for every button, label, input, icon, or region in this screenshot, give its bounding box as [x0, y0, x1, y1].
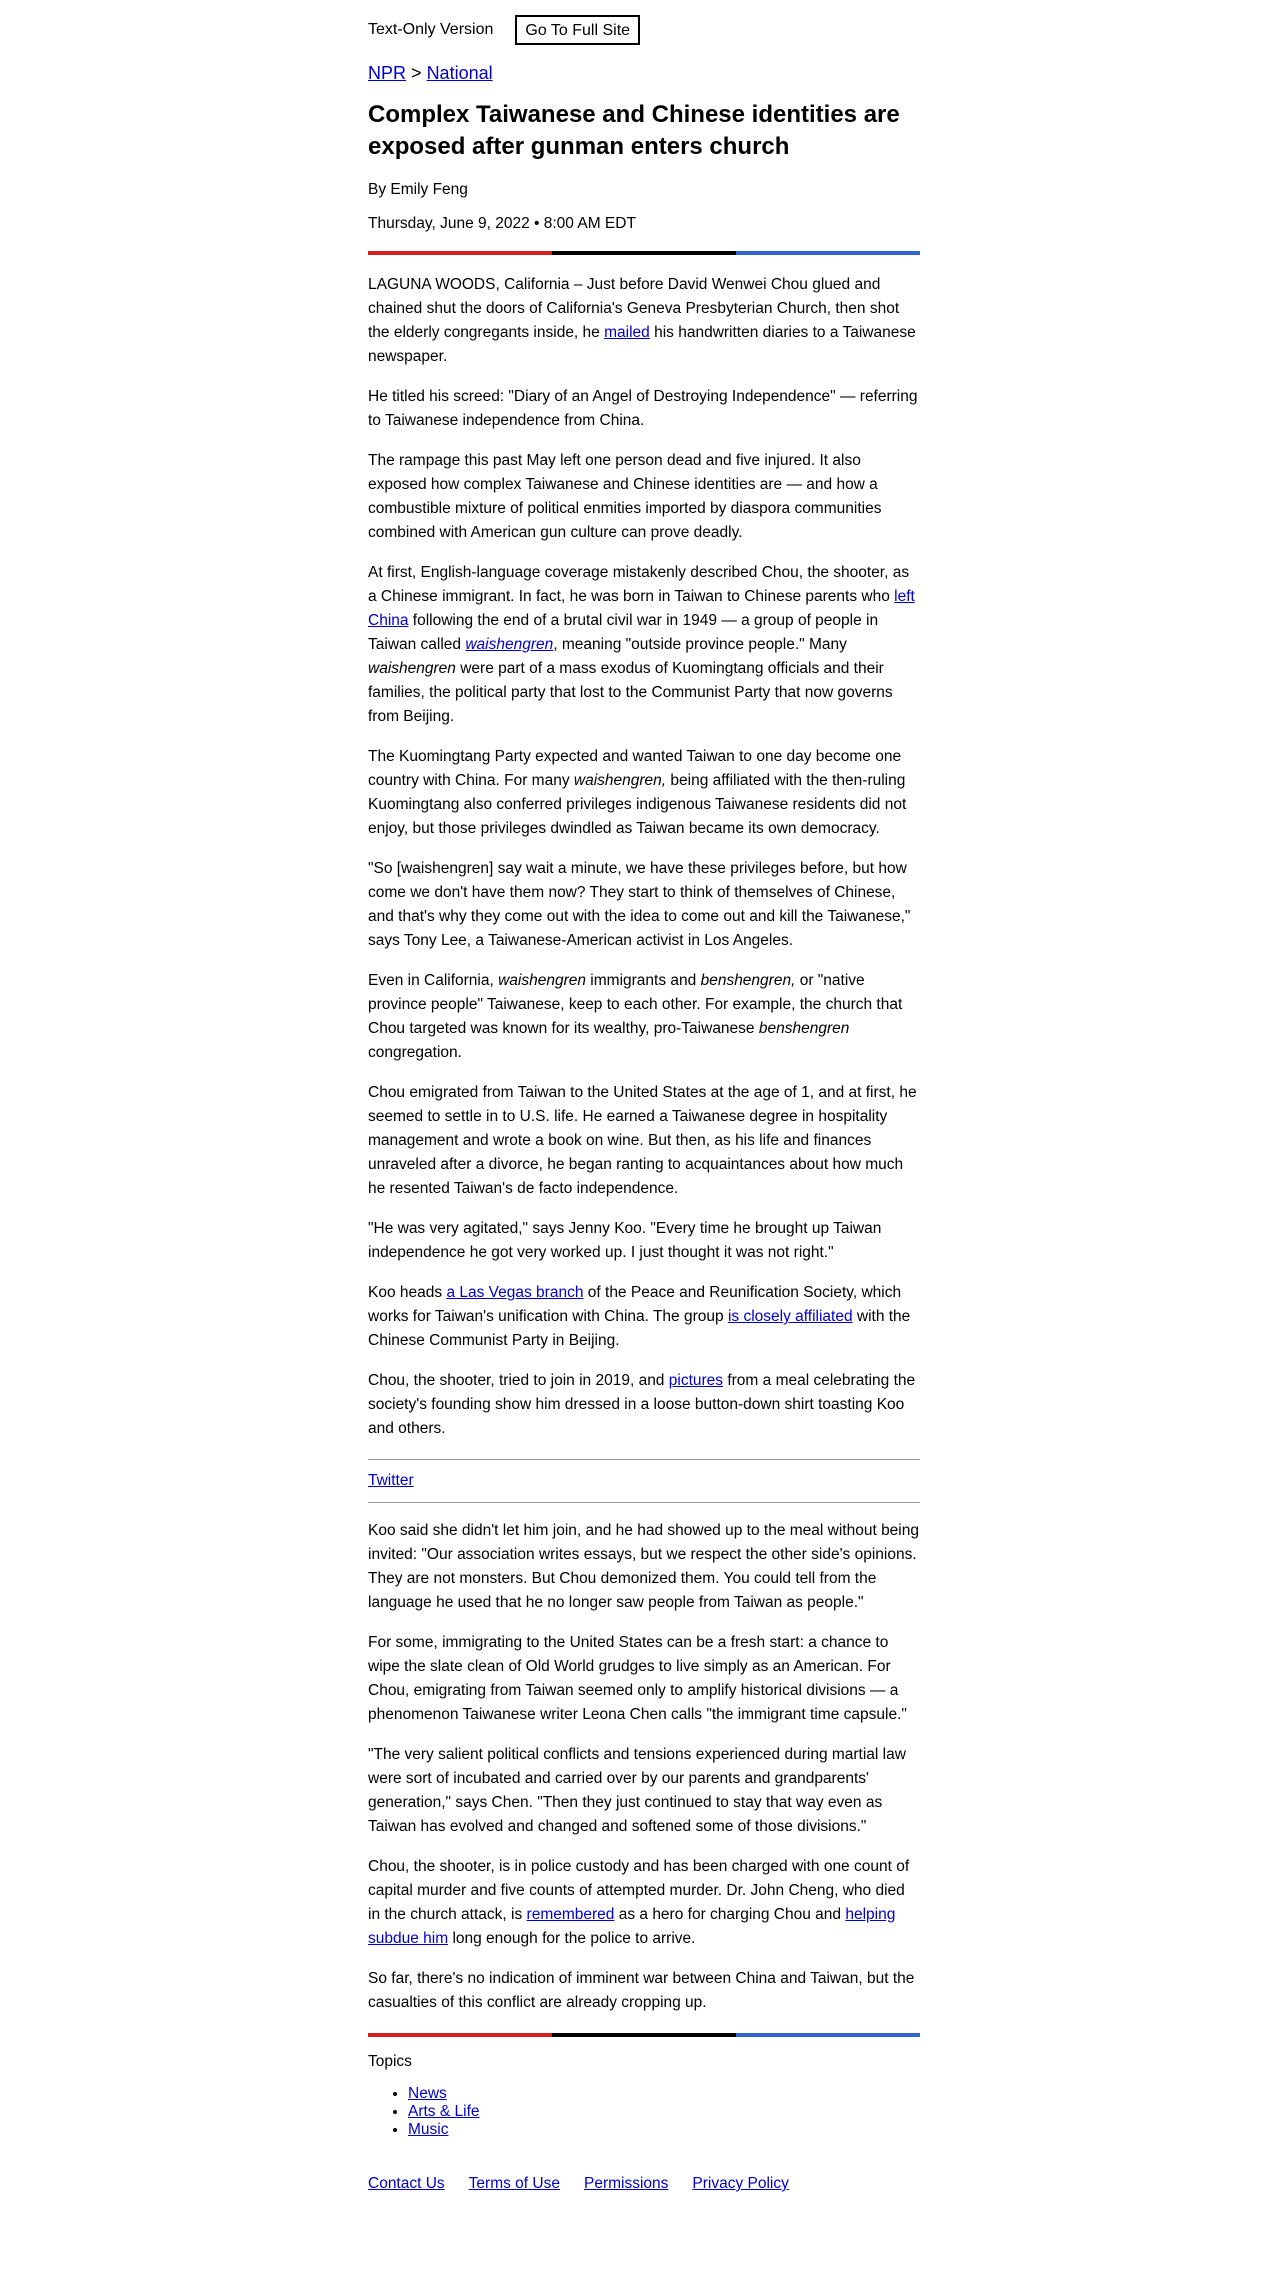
twitter-embed [368, 1459, 920, 1503]
paragraph: Koo said she didn't let him join, and he had showed up to the meal without being invited: "Our association writes essays, but we respect the other side's opinions. They are not monsters. But Chou demonized them. You could tell from the language he used that he no longer saw people from Taiwan as people." [368, 1522, 919, 1611]
terms-of-use-link[interactable]: Terms of Use [468, 2175, 560, 2192]
color-stripe-divider [368, 251, 920, 255]
article-date: Thursday, June 9, 2022 • 8:00 AM EDT [368, 215, 636, 232]
closely-affiliated-link[interactable]: is closely affiliated [727, 1308, 853, 1325]
twitter-link[interactable]: Twitter [368, 1472, 414, 1489]
stripe-red [368, 251, 552, 255]
left-china-link[interactable]: left China [368, 588, 915, 629]
mailed-link[interactable]: mailed [604, 324, 650, 341]
helping-subdue-him-link[interactable]: helping subdue him [368, 1906, 896, 1947]
text-only-label: Text-Only Version [368, 21, 494, 38]
list-item [408, 2085, 920, 2103]
contact-us-link[interactable]: Contact Us [368, 2175, 445, 2192]
article-title: Complex Taiwanese and Chinese identities are exposed after gunman enters church [368, 101, 900, 160]
paragraph: So far, there's no indication of imminent war between China and Taiwan, but the casualties of this conflict are already cropping up. [368, 1970, 915, 2011]
top-bar [368, 15, 920, 45]
paragraph: "He was very agitated," says Jenny Koo. "Every time he brought up Taiwan independence he got very worked up. I just thought it was not right." [368, 1220, 882, 1261]
paragraph: At first, English-language coverage mistakenly described Chou, the shooter, as a Chinese immigrant. In fact, he was born in Taiwan to Chinese parents who left China following the end of a brutal civil war in 1949 — a group of people in Taiwan called waishengren, meaning "outside province people." Many waishengren were part of a mass exodus of Kuomingtang officials and their families, the political party that lost to the Communist Party that now governs from Beijing. [368, 564, 915, 725]
stripe-black [552, 251, 736, 255]
waishengren-link[interactable]: waishengren [465, 636, 554, 653]
page-container [368, 0, 920, 2193]
stripe-blue [736, 251, 920, 255]
paragraph: Chou, the shooter, is in police custody and has been charged with one count of capital murder and five counts of attempted murder. Dr. John Cheng, who died in the church attack, is remembered as a hero for charging Chou and helping subdue him long enough for the police to arrive. [368, 1858, 910, 1947]
remembered-link[interactable]: remembered [526, 1906, 615, 1923]
las-vegas-branch-link[interactable]: a Las Vegas branch [446, 1284, 584, 1301]
paragraph: The Kuomingtang Party expected and wanted Taiwan to one day become one country with China. For many waishengren, being affiliated with the then-ruling Kuomingtang also conferred privileges indigenous Taiwanese residents did not enjoy, but those privileges dwindled as Taiwan became its own democracy. [368, 748, 907, 837]
paragraph: LAGUNA WOODS, California – Just before David Wenwei Chou glued and chained shut the doors of California's Geneva Presbyterian Church, then shot the elderly congregants inside, he mailed his handwritten diaries to a Taiwanese newspaper. [368, 276, 916, 365]
list-item [408, 2103, 920, 2121]
topic-music-link[interactable]: Music [408, 2121, 449, 2138]
paragraph: "So [waishengren] say wait a minute, we have these privileges before, but how come we don't have them now? They start to think of themselves of Chinese, and that's why they come out with the idea to come out and kill the Taiwanese," says Tony Lee, a Taiwanese-American activist in Los Angeles. [368, 860, 911, 949]
privacy-policy-link[interactable]: Privacy Policy [692, 2175, 789, 2192]
topic-news-link[interactable]: News [408, 2085, 447, 2102]
paragraph: He titled his screed: "Diary of an Angel of Destroying Independence" — referring to Taiwanese independence from China. [368, 388, 918, 429]
go-to-full-site-button[interactable]: Go To Full Site [515, 15, 640, 45]
pictures-link[interactable]: pictures [668, 1372, 724, 1389]
paragraph: For some, immigrating to the United States can be a fresh start: a chance to wipe the slate clean of Old World grudges to live simply as an American. For Chou, emigrating from Taiwan seemed only to amplify historical divisions — a phenomenon Taiwanese writer Leona Chen calls "the immigrant time capsule." [368, 1634, 907, 1723]
topics-section [368, 2051, 920, 2139]
footer-links [368, 2175, 920, 2193]
paragraph: Even in California, waishengren immigrants and benshengren, or "native province people" Taiwanese, keep to each other. For example, the church that Chou targeted was known for its wealthy, pro-Taiwanese benshengren congregation. [368, 972, 903, 1061]
paragraph: Koo heads a Las Vegas branch of the Peace and Reunification Society, which works for Taiwan's unification with China. The group is closely affiliated with the Chinese Communist Party in Beijing. [368, 1284, 911, 1349]
breadcrumb-npr-link[interactable]: NPR [368, 63, 407, 83]
stripe-red [368, 2033, 552, 2037]
topics-heading: Topics [368, 2053, 412, 2070]
paragraph: Chou, the shooter, tried to join in 2019, and pictures from a meal celebrating the society's founding show him dressed in a loose button-down shirt toasting Koo and others. [368, 1372, 916, 1437]
color-stripe-divider-bottom [368, 2033, 920, 2037]
paragraph: "The very salient political conflicts and tensions experienced during martial law were sort of incubated and carried over by our parents and grandparents' generation," says Chen. "Then they just continued to stay that way even as Taiwan has evolved and changed and softened some of those divisions." [368, 1746, 906, 1835]
paragraph: Chou emigrated from Taiwan to the United States at the age of 1, and at first, he seemed to settle in to U.S. life. He earned a Taiwanese degree in hospitality management and wrote a book on wine. But then, as his life and finances unraveled after a divorce, he began ranting to acquaintances about how much he resented Taiwan's de facto independence. [368, 1084, 917, 1197]
permissions-link[interactable]: Permissions [583, 2175, 669, 2192]
topic-arts-life-link[interactable]: Arts & Life [408, 2103, 480, 2120]
breadcrumb [368, 60, 920, 86]
article-byline: By Emily Feng [368, 181, 468, 198]
topics-list [368, 2085, 920, 2139]
breadcrumb-separator: > [411, 63, 422, 83]
list-item [408, 2121, 920, 2139]
stripe-blue [736, 2033, 920, 2037]
paragraph: The rampage this past May left one person dead and five injured. It also exposed how complex Taiwanese and Chinese identities are — and how a combustible mixture of political enmities imported by diaspora communities combined with American gun culture can prove deadly. [368, 452, 882, 541]
stripe-black [552, 2033, 736, 2037]
breadcrumb-national-link[interactable]: National [426, 63, 493, 83]
article-body [368, 273, 920, 2015]
